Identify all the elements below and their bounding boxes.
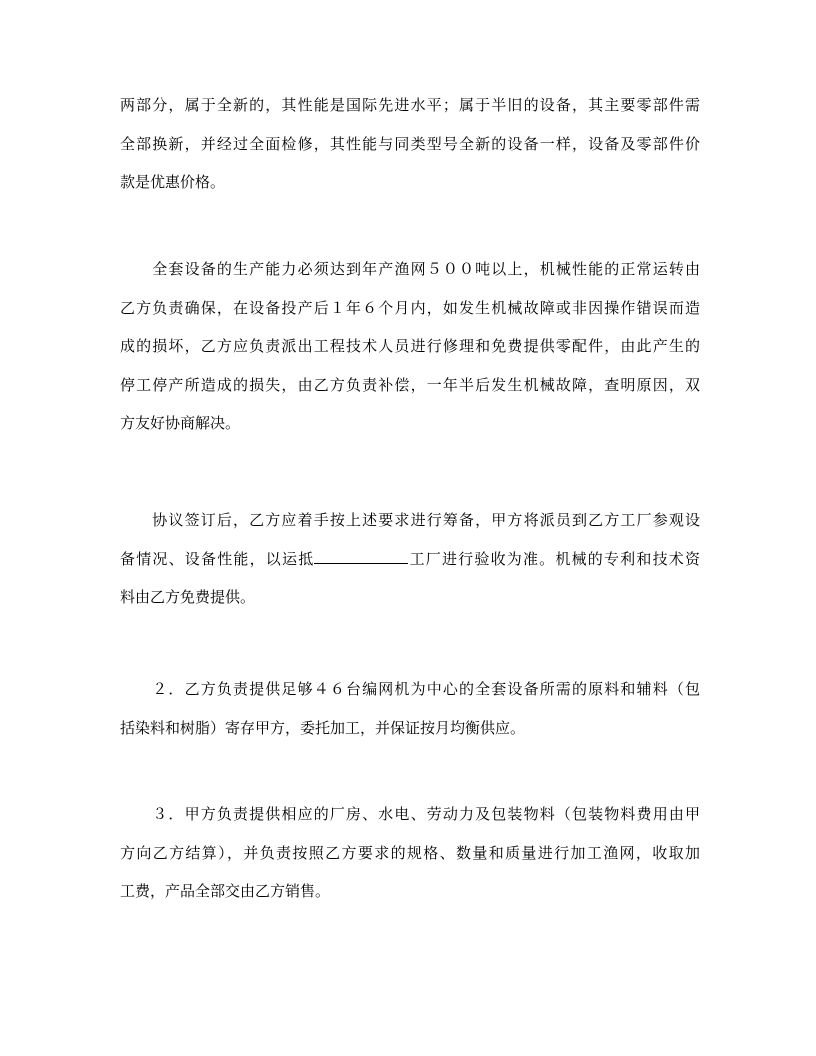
paragraph-production-capacity [120, 250, 700, 443]
text-line: 乙方负责确保，在设备投产后１年６个月内，如发生机械故障或非因操作错误而造 [120, 298, 700, 317]
text-line: 工费，产品全部交由乙方销售。 [120, 882, 331, 900]
text-line: ３．甲方负责提供相应的厂房、水电、劳动力及包装物料（包装物料费用由甲 [120, 805, 700, 823]
paragraph-clause-3 [120, 795, 700, 911]
text-line: 全套设备的生产能力必须达到年产渔网５００吨以上，机械性能的正常运转由 [120, 260, 700, 278]
text-line: 全部换新，并经过全面检修，其性能与同类型号全新的设备一样，设备及零部件价 [120, 134, 700, 153]
paragraph-equipment-condition [120, 86, 700, 202]
text-line: 两部分，属于全新的，其性能是国际先进水平；属于半旧的设备，其主要零部件需 [120, 96, 700, 114]
text-segment: 备情况、设备性能，以运抵 [120, 549, 315, 568]
text-line: 括染料和树脂）寄存甲方，委托加工，并保证按月均衡供应。 [120, 718, 526, 737]
text-line: 款是优惠价格。 [120, 173, 226, 191]
text-line: 成的损坏，乙方应负责派出工程技术人员进行修理和免费提供零配件，由此产生的 [120, 337, 700, 355]
text-line: 协议签订后，乙方应着手按上述要求进行筹备，甲方将派员到乙方工厂参观设 [120, 511, 700, 529]
paragraph-agreement-preparation [120, 501, 700, 617]
text-line: 方友好协商解决。 [120, 414, 241, 432]
fill-in-blank [314, 549, 408, 564]
text-line: 方向乙方结算），并负责按照乙方要求的规格、数量和质量进行加工渔网，收取加 [120, 843, 700, 862]
text-line: ２．乙方负责提供足够４６台编网机为中心的全套设备所需的原料和辅料（包 [120, 680, 700, 698]
text-line: 停工停产所造成的损失，由乙方负责补偿，一年半后发生机械故障，查明原因，双 [120, 375, 700, 394]
text-line: 料由乙方免费提供。 [120, 588, 256, 606]
paragraph-clause-2 [120, 670, 700, 747]
text-line-with-blank [120, 540, 700, 579]
text-segment: 工厂进行验收为准。机械的专利和技术资 [408, 549, 700, 568]
